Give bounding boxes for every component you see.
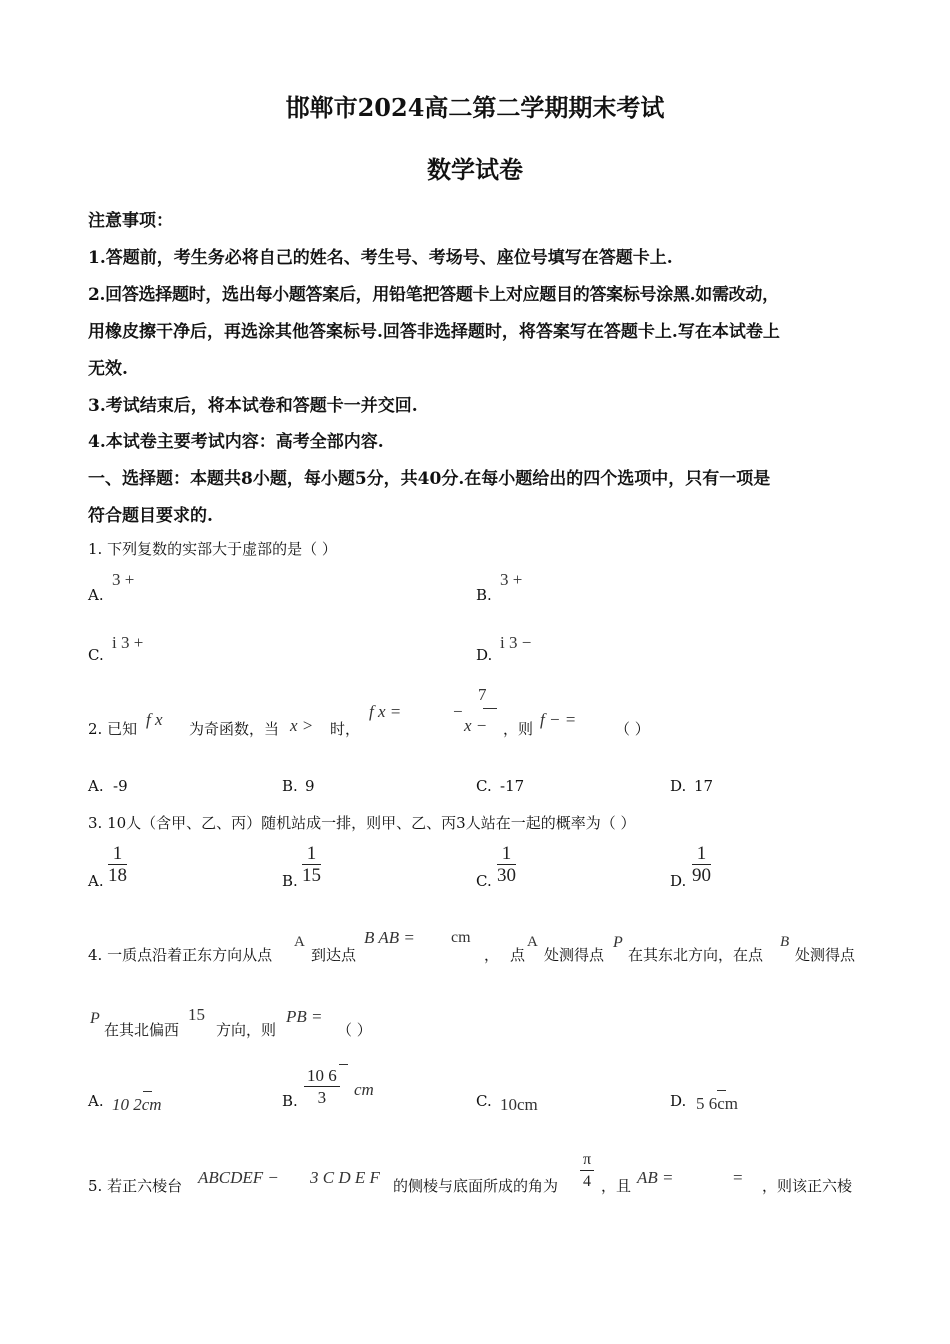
q5-formula-ab: AB = xyxy=(637,1168,674,1187)
q2-option-c-label: C. xyxy=(476,777,492,795)
q4-option-a-label: A. xyxy=(88,1092,104,1110)
q2-option-a-label: A. xyxy=(88,777,104,795)
q5-stem-part-2: 的侧棱与底面所成的角为 xyxy=(393,1177,559,1195)
q4-option-c-expr: 10cm xyxy=(500,1095,538,1114)
q4-comma: ， xyxy=(484,946,500,964)
q4-option-b-radical-bar xyxy=(339,1064,348,1065)
q2-stem-part-3: 时， xyxy=(330,720,361,738)
q2-answer-paren: （ ） xyxy=(615,720,650,738)
q1-option-d-label: D. xyxy=(476,646,493,664)
q2-formula-denominator: x − xyxy=(464,716,488,735)
q2-formula-numerator: 7 xyxy=(478,685,487,704)
q5-formula-top-face: 3 C D E F xyxy=(310,1168,380,1187)
q1-option-b-expr: 3 + xyxy=(500,570,523,589)
q3-option-d-fraction: 1 90 xyxy=(692,843,711,886)
notice-item-3: 3.考试结束后，将本试卷和答题卡一并交回. xyxy=(88,396,418,416)
q3-option-a-label: A. xyxy=(88,872,104,890)
q2-stem-part-4: ，则 xyxy=(503,720,534,738)
q2-option-a-value: -9 xyxy=(113,777,128,795)
exam-title: 邯郸市2024高二第二学期期末考试 xyxy=(285,93,665,122)
q2-option-d-value: 17 xyxy=(694,777,714,795)
q3-option-d-label: D. xyxy=(670,872,687,890)
q3-option-c-fraction: 1 30 xyxy=(497,843,516,886)
q4-formula-pb: PB = xyxy=(286,1007,323,1026)
q1-option-a-label: A. xyxy=(88,586,104,604)
q5-stem-part-3: ，且 xyxy=(601,1177,632,1195)
q3-option-c-label: C. xyxy=(476,872,492,890)
notice-item-4: 4.本试卷主要考试内容：高考全部内容. xyxy=(88,432,384,452)
q1-option-a-expr: 3 + xyxy=(112,570,135,589)
q5-angle-fraction: π 4 xyxy=(580,1150,594,1193)
q4-option-b-unit: cm xyxy=(354,1080,374,1099)
q5-formula-equals: = xyxy=(733,1168,743,1187)
q4-point-a: A xyxy=(294,934,305,950)
notice-heading: 注意事项： xyxy=(88,211,173,231)
q4-formula-ab: B AB = xyxy=(364,928,415,947)
q4-point-p-2: P xyxy=(90,1010,100,1027)
q4-option-a-expr: 10 2cm xyxy=(112,1095,162,1114)
q2-option-c-value: -17 xyxy=(500,777,525,795)
q4-stem-part-1: 4. 一质点沿着正东方向从点 xyxy=(88,946,273,964)
q4-stem-part-4: 处测得点 xyxy=(544,946,605,964)
q4-stem-part-7: 在其北偏西 xyxy=(104,1021,180,1039)
notice-item-2-line-3: 无效. xyxy=(88,359,128,379)
q1-option-c-label: C. xyxy=(88,646,104,664)
q2-stem-part-1: 2. 已知 xyxy=(88,720,138,738)
q2-fraction-bar xyxy=(483,708,497,709)
q2-formula-minus: − xyxy=(453,702,463,721)
q4-point-b-2: B xyxy=(780,934,790,950)
q3-option-b-label: B. xyxy=(282,872,298,890)
notice-item-2-line-2: 用橡皮擦干净后，再选涂其他答案标号.回答非选择题时，将答案写在答题卡上.写在本试卷上 xyxy=(88,322,780,342)
q2-option-b-value: 9 xyxy=(305,777,315,795)
notice-item-1: 1.答题前，考生务必将自己的姓名、考生号、考场号、座位号填写在答题卡上. xyxy=(88,248,673,268)
q4-angle-15: 15 xyxy=(188,1005,205,1024)
q4-answer-paren: （ ） xyxy=(337,1021,372,1039)
q4-point-p: P xyxy=(613,934,623,951)
q5-stem-part-4: ，则该正六棱 xyxy=(762,1177,853,1195)
q4-stem-part-8: 方向，则 xyxy=(216,1021,277,1039)
q4-stem-part-2: 到达点 xyxy=(311,946,357,964)
q3-option-b-fraction: 1 15 xyxy=(302,843,321,886)
q3-stem: 3. 10人（含甲、乙、丙）随机站成一排，则甲、乙、丙3人站在一起的概率为（ ） xyxy=(88,814,636,832)
q4-option-c-label: C. xyxy=(476,1092,492,1110)
q4-option-b-fraction: 10 6 3 xyxy=(304,1066,340,1109)
q4-stem-part-6: 处测得点 xyxy=(795,946,856,964)
q3-option-a-fraction: 1 18 xyxy=(108,843,127,886)
q2-stem-part-2: 为奇函数，当 xyxy=(189,720,280,738)
q4-option-d-expr: 5 6cm xyxy=(696,1094,739,1113)
q5-stem-part-1: 5. 若正六棱台 xyxy=(88,1177,183,1195)
q4-option-b-label: B. xyxy=(282,1092,298,1110)
q1-option-d-expr: i 3 − xyxy=(500,633,532,652)
q4-option-a-radical-bar xyxy=(143,1091,152,1092)
q4-option-d-radical-bar xyxy=(717,1090,726,1091)
q2-formula-fx: f x xyxy=(146,710,163,729)
q4-stem-part-3: 点 xyxy=(510,946,526,964)
q2-option-d-label: D. xyxy=(670,777,687,795)
exam-subtitle: 数学试卷 xyxy=(427,155,523,184)
q4-option-d-label: D. xyxy=(670,1092,687,1110)
q4-unit-cm: cm xyxy=(451,929,471,946)
q4-point-a-2: A xyxy=(527,934,538,950)
q2-formula-definition: f x = xyxy=(369,702,402,721)
q1-option-c-expr: i 3 + xyxy=(112,633,144,652)
q4-stem-part-5: 在其东北方向，在点 xyxy=(628,946,764,964)
section-heading-line-2: 符合题目要求的. xyxy=(88,506,213,526)
section-heading-line-1: 一、选择题：本题共8小题，每小题5分，共40分.在每小题给出的四个选项中，只有一项是 xyxy=(88,469,771,489)
q1-option-b-label: B. xyxy=(476,586,492,604)
q1-stem: 1. 下列复数的实部大于虚部的是（ ） xyxy=(88,540,337,558)
q5-formula-frustum: ABCDEF − xyxy=(198,1168,279,1187)
notice-item-2-line-1: 2.回答选择题时，选出每小题答案后，用铅笔把答题卡上对应题目的答案标号涂黑.如需改动， xyxy=(88,285,779,305)
q2-formula-target: f − = xyxy=(540,710,577,729)
q2-formula-condition: x > xyxy=(290,716,314,735)
q2-option-b-label: B. xyxy=(282,777,298,795)
